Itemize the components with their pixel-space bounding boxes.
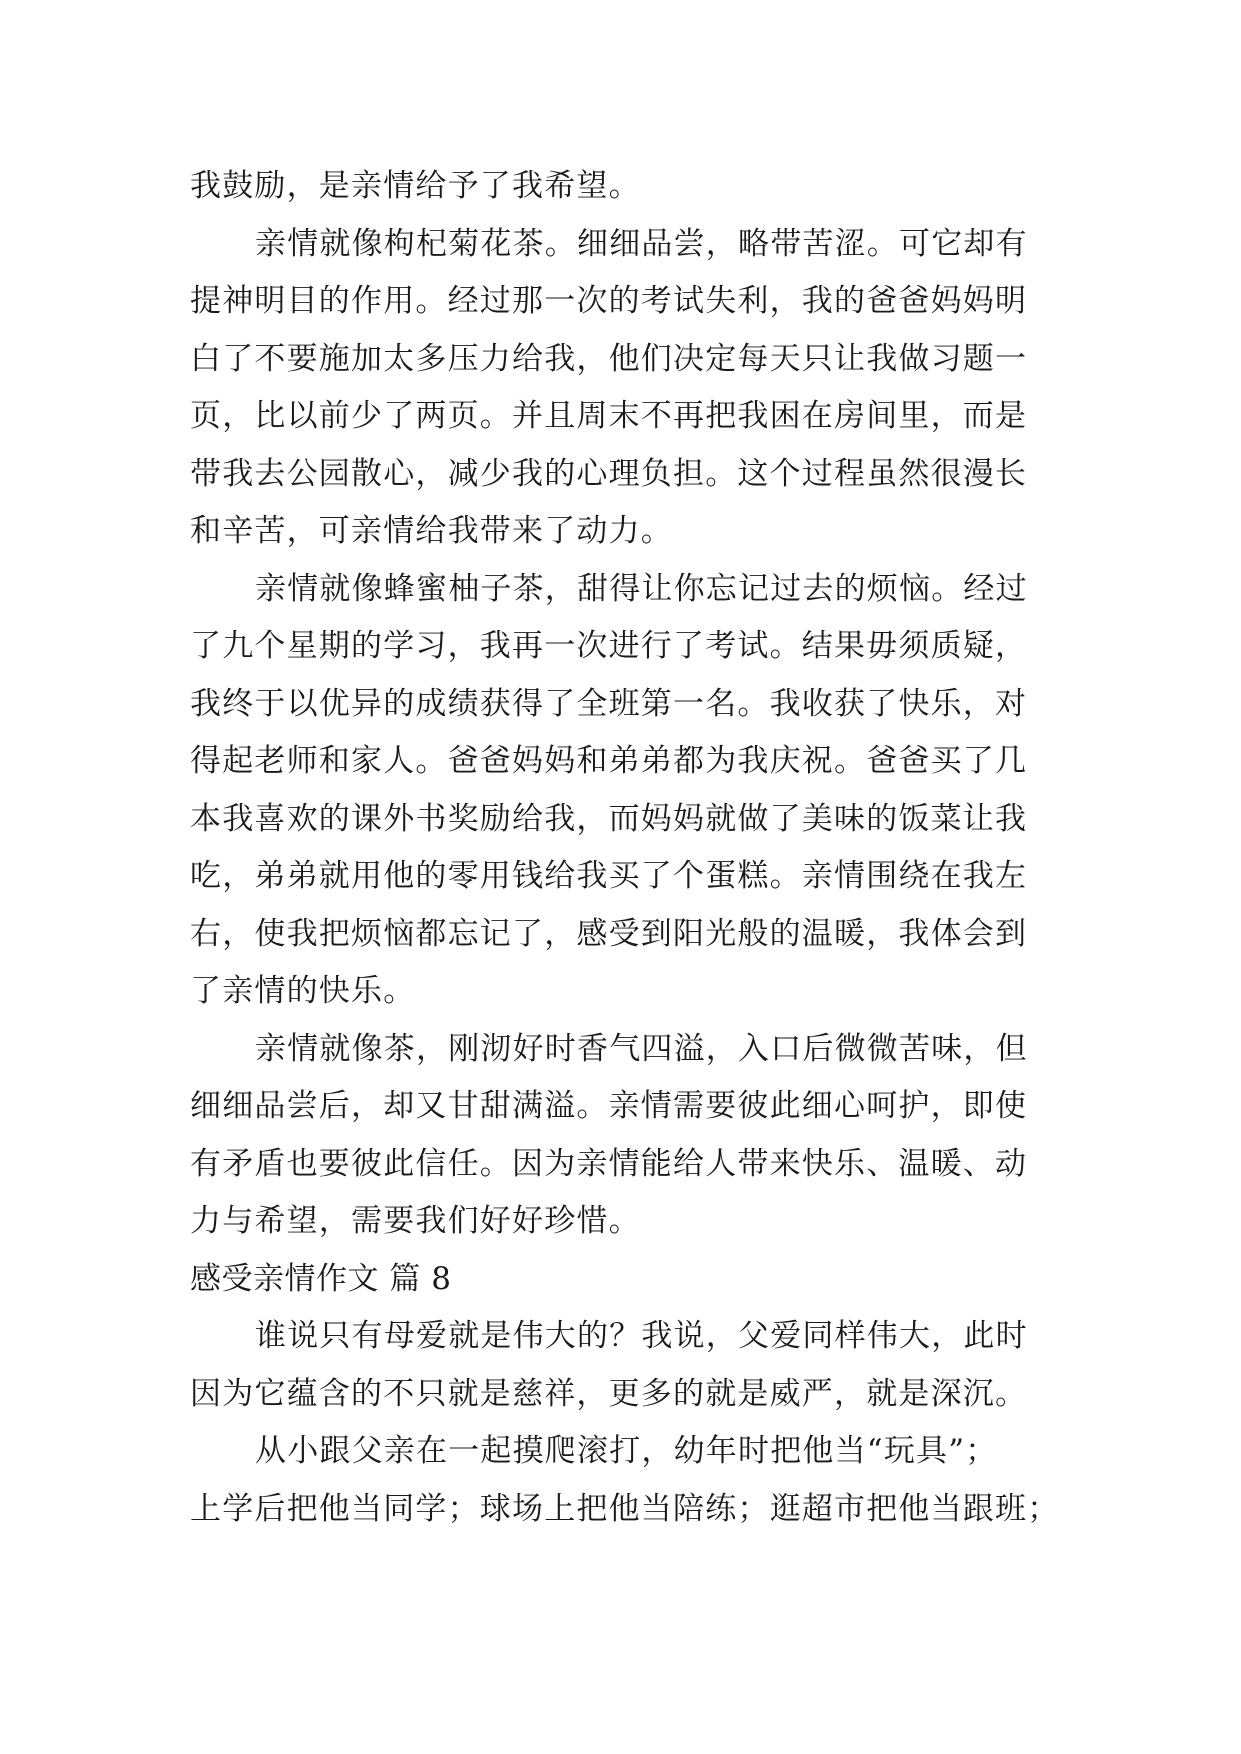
text-line: 吃，弟弟就用他的零用钱给我买了个蛋糕。亲情围绕在我左 <box>190 858 1028 894</box>
paragraph-start-line: 亲情就像枸杞菊花茶。细细品尝，略带苦涩。可它却有 <box>255 225 1028 262</box>
paragraph-start-line: 从小跟父亲在一起摸爬滚打，幼年时把他当“玩具”； <box>255 1433 998 1469</box>
text-line: 我鼓励，是亲情给予了我希望。 <box>190 168 641 204</box>
text-line: 力与希望，需要我们好好珍惜。 <box>190 1203 641 1239</box>
text-line: 了九个星期的学习，我再一次进行了考试。结果毋须质疑， <box>190 628 1028 664</box>
text-line: 因为它蕴含的不只就是慈祥，更多的就是威严，就是深沉。 <box>190 1375 1028 1412</box>
text-line: 上学后把他当同学；球场上把他当陪练；逛超市把他当跟班； <box>190 1490 1060 1527</box>
text-line: 带我去公园散心，减少我的心理负担。这个过程虽然很漫长 <box>190 455 1028 492</box>
paragraph-start-line: 亲情就像茶，刚沏好时香气四溢，入口后微微苦味，但 <box>255 1030 1028 1067</box>
text-line: 得起老师和家人。爸爸妈妈和弟弟都为我庆祝。爸爸买了几 <box>190 743 1028 779</box>
text-line: 本我喜欢的课外书奖励给我，而妈妈就做了美味的饭菜让我 <box>190 800 1028 837</box>
paragraph-start-line: 谁说只有母爱就是伟大的？我说，父爱同样伟大，此时 <box>255 1318 1028 1354</box>
text-line: 提神明目的作用。经过那一次的考试失利，我的爸爸妈妈明 <box>190 283 1028 319</box>
paragraph-start-line: 亲情就像蜂蜜柚子茶，甜得让你忘记过去的烦恼。经过 <box>255 570 1028 607</box>
document-body <box>190 158 1070 1538</box>
text-line: 我终于以优异的成绩获得了全班第一名。我收获了快乐，对 <box>190 685 1028 722</box>
text-line: 页，比以前少了两页。并且周末不再把我困在房间里，而是 <box>190 398 1028 434</box>
text-line: 右，使我把烦恼都忘记了，感受到阳光般的温暖，我体会到 <box>190 915 1028 952</box>
section-heading: 感受亲情作文 篇 8 <box>190 1260 452 1297</box>
text-line: 有矛盾也要彼此信任。因为亲情能给人带来快乐、温暖、动 <box>190 1145 1028 1182</box>
text-line: 了亲情的快乐。 <box>190 973 416 1009</box>
text-line: 白了不要施加太多压力给我，他们决定每天只让我做习题一 <box>190 340 1028 377</box>
text-line: 细细品尝后，却又甘甜满溢。亲情需要彼此细心呵护，即使 <box>190 1088 1028 1124</box>
text-line: 和辛苦，可亲情给我带来了动力。 <box>190 513 673 549</box>
